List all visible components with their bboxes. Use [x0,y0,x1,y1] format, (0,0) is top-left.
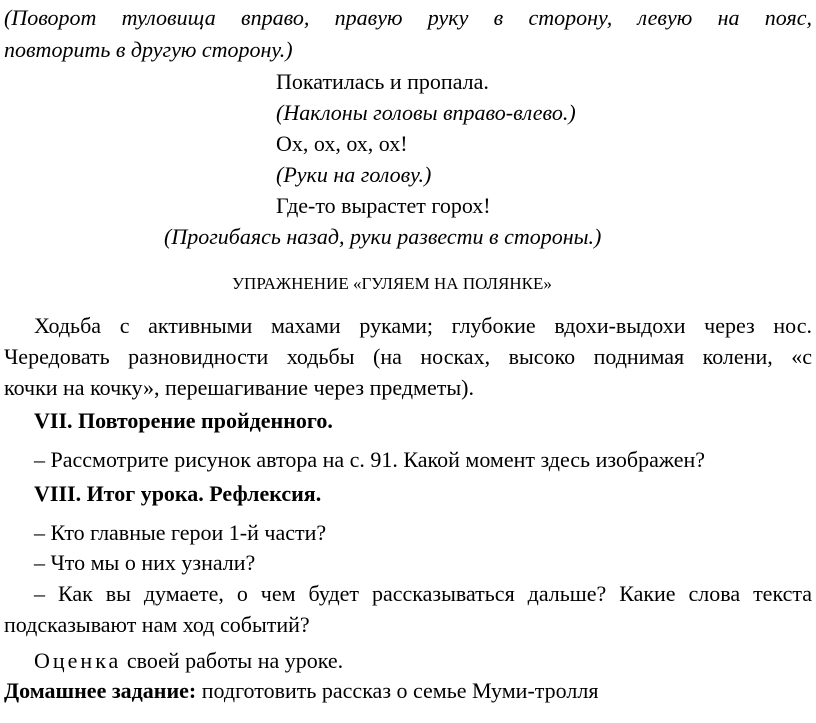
assessment-line [34,648,343,674]
section-8-heading: VIII. Итог урока. Рефлексия. [34,481,322,506]
homework-text: подготовить рассказ о семье Муми-тролля [196,678,599,703]
section-8-question-1: – Кто главные герои 1-й части? [34,520,327,545]
exercise-line-1: Ходьба с активными махами руками; глубокие вдохи-выдохи через нос. [34,313,812,338]
section-7-question-1: – Рассмотрите рисунок автора на с. 91. Какой момент здесь изображен? [34,447,706,472]
section-8-question-3b: подсказывают нам ход событий? [4,612,310,637]
assessment-word: Оценка [34,648,122,673]
poem-line-6: (Руки на голову.) [276,162,432,187]
section-7-heading: VII. Повторение пройденного. [34,408,333,433]
section-8-question-2: – Что мы о них узнали? [34,550,256,575]
exercise-line-3: кочки на кочку», перешагивание через предметы). [4,375,474,400]
poem-line-3: Покатилась и пропала. [276,69,489,94]
homework-line [4,678,598,704]
homework-label: Домашнее задание: [4,678,197,703]
assessment-rest: своей работы на уроке. [121,648,344,673]
exercise-line-2: Чередовать разновидности ходьбы (на носках, высоко поднимая колени, «с [4,344,812,369]
poem-line-8: (Прогибаясь назад, руки развести в стороны.) [164,224,602,249]
section-8-question-3a: – Как вы думаете, о чем будет рассказываться дальше? Какие слова текста [34,581,812,606]
poem-line-4: (Наклоны головы вправо-влево.) [276,100,576,125]
poem-line-7: Где-то вырастет горох! [276,193,491,218]
poem-line-1: (Поворот туловища вправо, правую руку в сторону, левую на пояс, [4,5,812,30]
exercise-heading: УПРАЖНЕНИЕ «ГУЛЯЕМ НА ПОЛЯНКЕ» [232,274,552,293]
poem-line-2: повторить в другую сторону.) [4,37,293,62]
poem-line-5: Ох, ох, ох, ох! [276,131,408,156]
